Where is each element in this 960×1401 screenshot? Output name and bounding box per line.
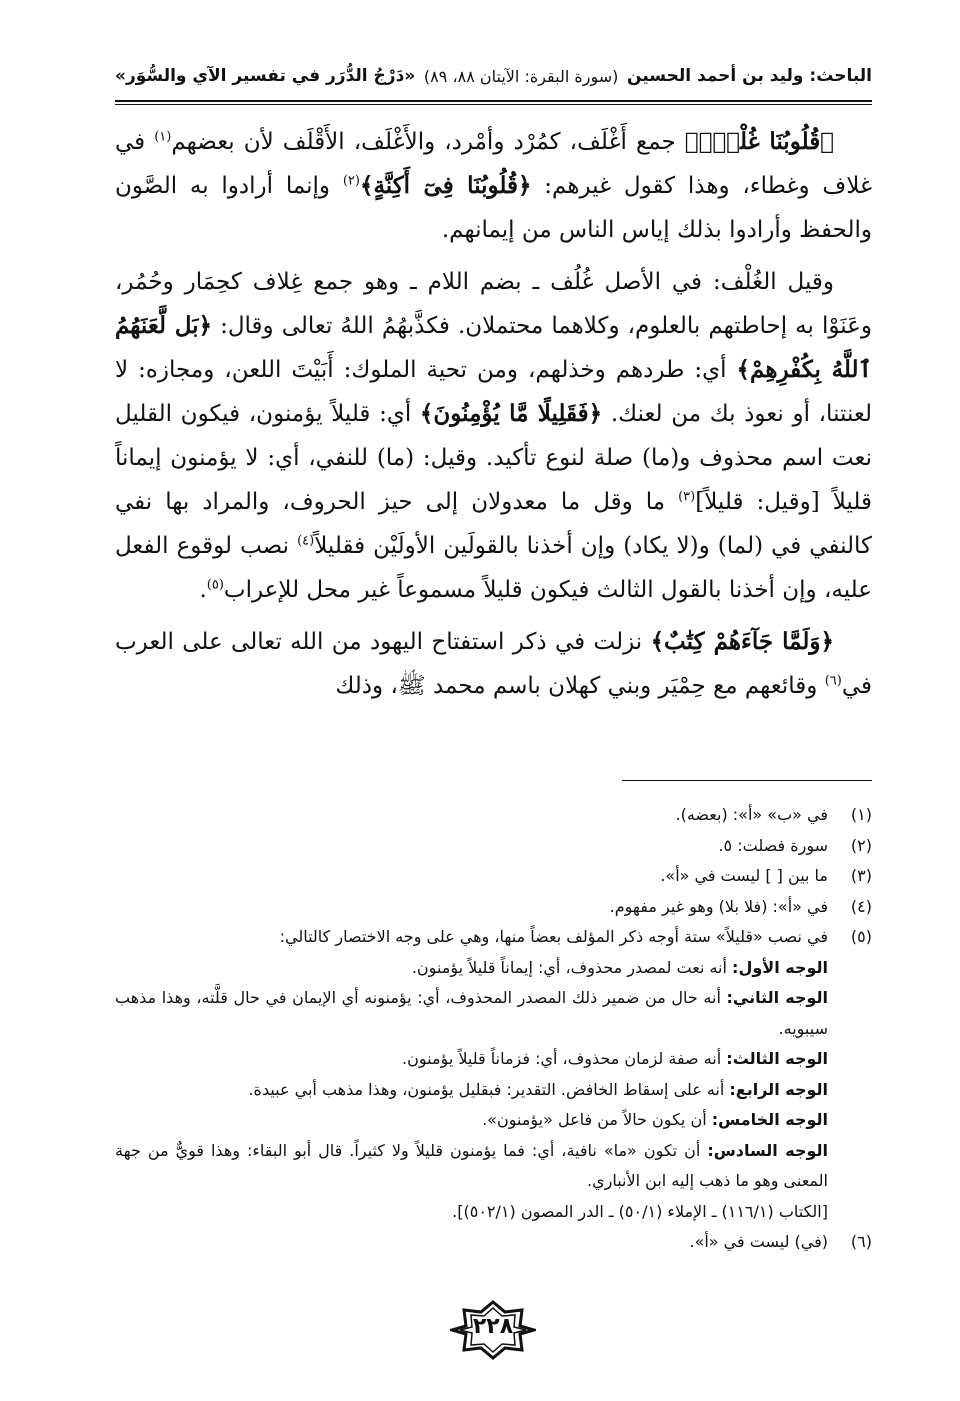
quran-quote: ﴿بَل لَّعَنَهُمُ ٱللَّهُ بِكُفْرِهِمْ﴾ [115,312,872,383]
quran-quote: ﴿قُلُوبُنَا غُلْفٌۢ﴾ [684,128,834,155]
footnote-number: (٢) [850,835,872,855]
footnote-5 [115,922,872,1227]
footnote-text: ما بين [ ] ليست في «أ». [660,866,828,885]
footnote-3 [115,861,872,892]
footnote-text [115,922,828,1227]
footnote-ref[interactable]: (٥) [206,577,224,593]
footnote-1 [115,800,872,831]
wajh-6 [115,1136,828,1197]
page-number: ٢٢٨ [472,1314,514,1339]
footnote-text: في «أ»: (فلا بلا) وهو غير مفهوم. [609,896,828,916]
footnote-ref[interactable]: (٢) [342,173,360,189]
text-run: في غلاف وغطاء، وهذا كقول غيرهم: [115,129,873,199]
wajh-text: أنه حال من ضمير ذلك المصدر المحذوف، أي: يؤمنونه أي الإيمان في حال قلَّته، وهذا مذهب سيبويه. [115,988,828,1038]
footnote-references: [الكتاب (١١٦/١) ـ الإملاء (٥٠/١) ـ الدر المصون (٥٠٢/١)]. [452,1201,828,1221]
text-run: نزلت في ذكر استفتاح اليهود من الله تعالى على العرب في [115,629,872,699]
footnote-text: سورة فصلت: ٥. [718,835,828,855]
footnote-ref[interactable]: (٣) [678,489,696,505]
wajh-label: الوجه الرابع: [729,1079,828,1099]
footnote-number: (١) [850,805,872,824]
footnotes [115,800,872,1258]
header-surah: (سورة البقرة: الآيتان ٨٨، ٨٩) [423,66,619,86]
footnote-number: (٦) [850,1232,872,1251]
footnote-ref[interactable]: (٦) [824,673,842,689]
footnote-ref[interactable]: (١) [154,129,172,145]
running-header [115,56,872,96]
text-run: نصب لوقوع الفعل عليه، وإن أخذنا بالقول الثالث فيكون قليلاً مسموعاً غير محل للإعراب [115,533,872,603]
footnote-separator [622,780,872,781]
footnote-text: في «ب» «أ»: (بعضه). [675,805,828,824]
wajh-3 [115,1044,828,1075]
quran-quote: ﴿فَقَلِيلًا مَّا يُؤْمِنُونَ﴾ [419,400,603,427]
quran-quote: ﴿قُلُوبُنَا فِىٓ أَكِنَّةٍ﴾ [359,172,532,199]
wajh-2 [115,983,828,1044]
wajh-label: الوجه الأول: [732,957,828,977]
text-run: وقيل الغُلْف: في الأصل غُلُف ـ بضم اللام ـ وهو جمع غِلاف كحِمَار وحُمُر، وعَنَوْا به إحاطتهم بالعلوم، وكلاهما محتملان. فكذَّبهُمُ اللهُ تعالى وقال: [115,269,873,339]
wajh-label: الوجه الثالث: [726,1049,828,1068]
footnote-6 [115,1227,872,1258]
wajh-text: أنه نعت لمصدر محذوف، أي: إيماناً قليلاً يؤمنون. [411,957,733,977]
text-run: جمع أَغْلَف، كمُرْد وأمْرد، والأَغْلَف، الأَقْلَف لأن بعضهم [171,129,685,155]
header-book-title: «دَرْجُ الدُّرَر في تفسير الآي والسُّوَر» [115,66,416,86]
quran-quote: ﴿وَلَمَّا جَآءَهُمْ كِتَٰبٌ﴾ [650,628,835,655]
wajh-text: أن يكون حالاً من فاعل «يؤمنون». [482,1110,712,1129]
footnote-ref[interactable]: (٤) [297,533,315,549]
wajh-5 [115,1105,828,1136]
main-text [115,120,872,716]
wajh-label: الوجه الخامس: [711,1110,828,1129]
header-author: الباحث: وليد بن أحمد الحسين [627,66,872,86]
wajh-text: أنه على إسقاط الخافض. التقدير: فبقليل يؤمنون، وهذا مذهب أبي عبيدة. [248,1079,730,1099]
text-run: أي: قليلاً يؤمنون، فيكون القليل نعت اسم محذوف و(ما) صلة لنوع تأكيد. وقيل: (ما) للنفي، أي: لا يؤمنون إيماناً قليلاً [وقيل: قليلاً] [115,401,872,515]
footnote-intro: في نصب «قليلاً» ستة أوجه ذكر المؤلف بعضاً منها، وهي على وجه الاختصار كالتالي: [279,927,828,946]
wajh-label: الوجه السادس: [707,1140,829,1160]
paragraph-1 [115,120,872,252]
wajh-label: الوجه الثاني: [726,988,829,1007]
footnote-number: (٣) [850,866,872,885]
footnote-2 [115,831,872,862]
text-run: . [199,577,207,603]
footnote-number: (٤) [850,896,872,916]
footnote-text: (في) ليست في «أ». [689,1232,828,1251]
paragraph-2 [115,260,872,612]
text-run: ما وقل ما معدولان إلى حيز الحروف، والمراد بها نفي كالنفي في (لما) و(لا يكاد) وإن أخذنا بالقولَين الأولَيْن فقليلاً [115,489,872,559]
wajh-1 [115,953,828,984]
footnote-4 [115,892,872,923]
wajh-text: أنه صفة لزمان محذوف، أي: فزماناً قليلاً يؤمنون. [402,1049,727,1068]
wajh-text: أن تكون «ما» نافية، أي: فما يؤمنون قليلاً ولا كثيراً. قال أبو البقاء: وهذا قويٌّ من جهة المعنى وهو ما ذهب إليه ابن الأنباري. [115,1140,828,1190]
header-rule-thin [115,104,872,105]
page-number-ornament [450,1300,536,1360]
footnote-number: (٥) [850,927,872,946]
text-run: وإنما أرادوا به الصَّون والحفظ وأرادوا بذلك إياس الناس من إيمانهم. [115,173,872,243]
header-rule [115,100,872,102]
wajh-4 [115,1075,828,1106]
text-run: وقائعهم مع حِمْيَر وبني كهلان باسم محمد ﷺ، وذلك [335,673,825,699]
paragraph-3 [115,620,872,708]
text-run: أي: طردهم وخذلهم، ومن تحية الملوك: أَبَيْتَ اللعن، ومجازه: لا لعنتنا، أو نعوذ بك من لعنك. [115,357,872,427]
